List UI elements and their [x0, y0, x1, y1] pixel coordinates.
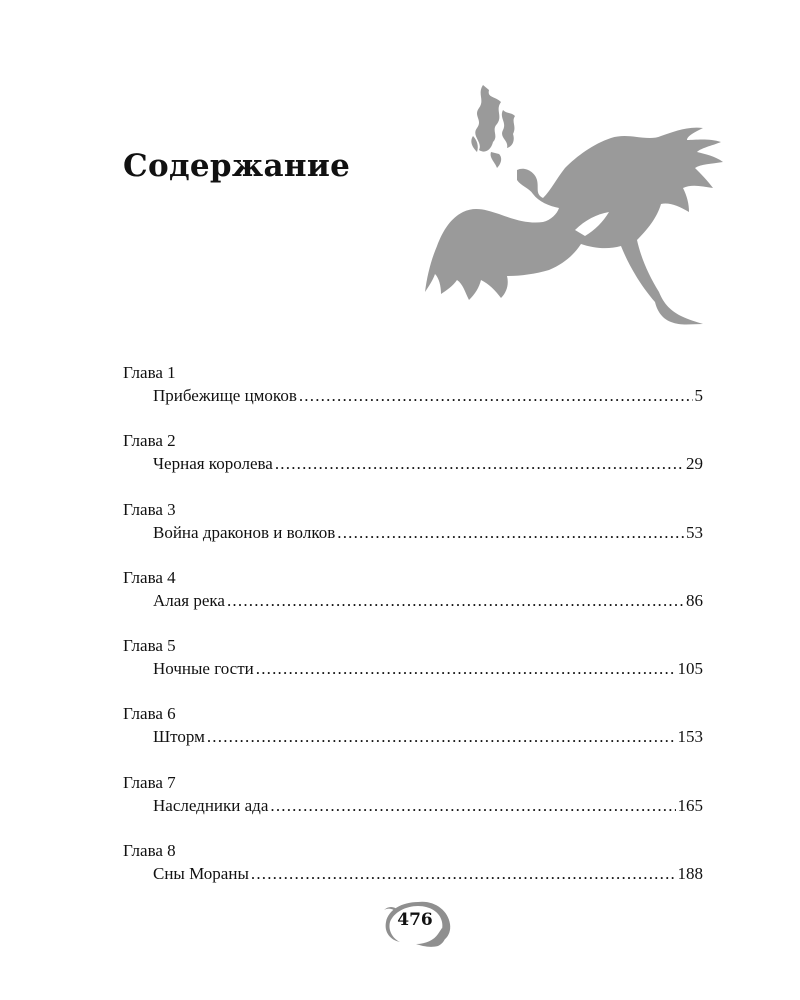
- chapter-label: Глава 3: [123, 499, 176, 519]
- chapter-page: 105: [677, 659, 703, 679]
- dot-leader: [207, 726, 676, 748]
- toc-line: [123, 863, 703, 887]
- toc-line: [123, 726, 703, 750]
- chapter-label: Глава 8: [123, 841, 176, 861]
- chapter-title: Шторм: [153, 727, 205, 747]
- toc-entry-5[interactable]: [123, 635, 703, 703]
- table-of-contents: [123, 362, 703, 908]
- chapter-title: Черная королева: [153, 454, 273, 474]
- page-title: Содержание: [123, 148, 351, 184]
- chapter-page: 188: [677, 864, 703, 884]
- toc-entry-4[interactable]: [123, 567, 703, 635]
- chapter-title: Алая река: [153, 590, 225, 610]
- toc-line: [123, 453, 703, 477]
- chapter-label: Глава 6: [123, 704, 176, 724]
- chapter-page: 5: [694, 386, 703, 405]
- dot-leader: [256, 658, 676, 680]
- chapter-title: Прибежище цмоков: [153, 386, 297, 405]
- dot-leader: [275, 453, 684, 475]
- dot-leader: [227, 590, 684, 612]
- chapter-label: Глава 2: [123, 431, 176, 451]
- chapter-page: 86: [686, 590, 703, 610]
- toc-entry-7[interactable]: [123, 772, 703, 840]
- toc-entry-6[interactable]: [123, 703, 703, 771]
- chapter-title: Сны Мораны: [153, 864, 249, 884]
- toc-entry-1[interactable]: [123, 362, 703, 430]
- chapter-page: 165: [677, 795, 703, 815]
- toc-line: [123, 590, 703, 614]
- chapter-title: Ночные гости: [153, 659, 254, 679]
- chapter-label: Глава 7: [123, 772, 176, 792]
- chapter-page: 153: [677, 727, 703, 747]
- dot-leader: [337, 522, 684, 544]
- page-number-badge: [382, 898, 454, 948]
- dragon-illustration: [425, 80, 725, 325]
- toc-entry-3[interactable]: [123, 499, 703, 567]
- chapter-title: Наследники ада: [153, 795, 269, 815]
- dot-leader: [299, 385, 693, 407]
- toc-line: [123, 795, 703, 819]
- toc-line: [123, 385, 703, 409]
- chapter-page: 29: [686, 454, 703, 474]
- toc-line: [123, 658, 703, 682]
- chapter-label: Глава 5: [123, 636, 176, 656]
- toc-entry-2[interactable]: [123, 430, 703, 498]
- chapter-label: Глава 1: [123, 363, 176, 382]
- dot-leader: [270, 795, 675, 817]
- page-number: 476: [397, 910, 433, 930]
- toc-line: [123, 522, 703, 546]
- chapter-title: Война драконов и волков: [153, 522, 336, 542]
- chapter-page: 53: [686, 522, 703, 542]
- dot-leader: [251, 863, 676, 885]
- chapter-label: Глава 4: [123, 567, 176, 587]
